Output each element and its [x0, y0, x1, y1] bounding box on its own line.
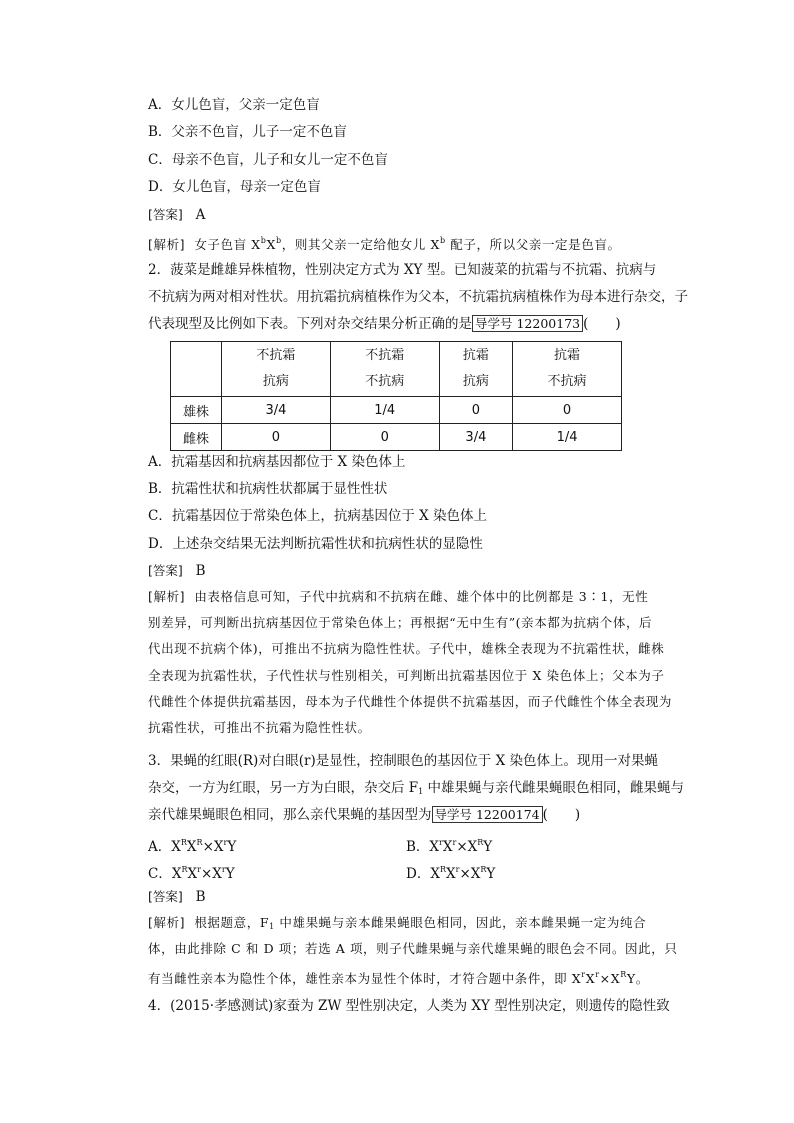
q2-explanation-line-2: 别差异，可判断出抗病基因位于常染色体上；再根据“无中生有”(亲本都为抗病个体，后 — [148, 615, 653, 630]
expl-sup: b — [439, 236, 446, 245]
table-header: 不抗霜 抗病 — [222, 342, 331, 397]
explanation-tag: [解析] — [148, 237, 186, 252]
expl-sup: b — [276, 236, 282, 245]
q3-option-d: D．$X^RX^r\times X^RY$ — [406, 865, 496, 882]
answer-tag: [答案] — [148, 889, 183, 904]
table-cell: 0 — [222, 424, 331, 451]
expl-sup: b — [260, 236, 267, 245]
answer-value: B — [195, 889, 206, 905]
explanation-tag: [解析] — [148, 915, 186, 930]
q2-explanation-line-6: 抗霜性状，可推出不抗霜为隐性性状。 — [148, 720, 371, 735]
q3-stem-line-1: 3．果蝇的红眼(R)对白眼(r)是显性，控制眼色的基因位于 X 染色体上。现用一对果蝇 — [148, 753, 658, 769]
q3-answer — [148, 888, 206, 906]
stem-text: 亲代雄果蝇眼色相同，那么亲代果蝇的基因型为 — [148, 807, 432, 823]
q2-option-d: D．上述杂交结果无法判断抗霜性状和抗病性状的显隐性 — [148, 536, 483, 552]
results-table — [170, 341, 622, 451]
q1-answer — [148, 206, 205, 224]
q2-stem-line-3 — [148, 315, 621, 333]
expl-text: 根据题意，F — [194, 915, 270, 930]
q2-explanation-line-3: 代出现不抗病个体)，可推出不抗病为隐性性状。子代中，雄株全表现为不抗霜性状，雌株 — [148, 641, 665, 656]
expl-text: 由表格信息可知，子代中抗病和不抗病在雌、雄个体中的比例都是 3∶1，无性 — [194, 589, 649, 604]
stem-text: 杂交，一方为红眼，另一方为白眼，杂交后 F — [148, 780, 419, 796]
q2-stem-line-2: 不抗病为两对相对性状。用抗霜抗病植株作为父本，不抗霜抗病植株作为母本进行杂交，子 — [148, 289, 688, 305]
table-cell: 0 — [513, 397, 622, 424]
ref-number: 导学号 12200173 — [472, 315, 583, 332]
table-cell: 0 — [439, 397, 512, 424]
table-header: 不抗霜 不抗病 — [330, 342, 439, 397]
answer-value: A — [195, 207, 206, 223]
q1-option-b: B．父亲不色盲，儿子一定不色盲 — [148, 124, 347, 140]
row-label: 雄株 — [171, 397, 222, 424]
expl-text: ，则其父亲一定给他女儿 X — [281, 237, 440, 252]
q2-explanation-line-5: 代雌性个体提供抗霜基因，母本为子代雌性个体提供不抗霜基因，而子代雌性个体全表现为 — [148, 694, 673, 709]
q1-option-a: A．女儿色盲，父亲一定色盲 — [148, 97, 320, 113]
q3-stem-line-3 — [148, 806, 580, 824]
explanation-tag: [解析] — [148, 589, 186, 604]
expl-text: 中雄果蝇与亲本雌果蝇眼色相同，因此，亲本雌果蝇一定为纯合 — [274, 915, 647, 930]
q2-explanation-line-4: 全表现为抗霜性状，子代性状与性别相关，可判断出抗霜基因位于 X 染色体上；父本为子 — [148, 668, 665, 683]
q2-option-a: A．抗霜基因和抗病基因都位于 X 染色体上 — [148, 454, 406, 470]
answer-value: B — [195, 563, 206, 579]
q3-explanation-line-3: 有当雌性亲本为隐性个体，雄性亲本为显性个体时，才符合题中条件，即 $X^rX^r\times X^RY$。 — [148, 970, 649, 986]
q3-option-c: C．$X^RX^r\times X^rY$ — [148, 865, 235, 882]
q2-option-c: C．抗霜基因位于常染色体上，抗病基因位于 X 染色体上 — [148, 508, 488, 524]
expl-text: X — [266, 237, 277, 252]
q1-option-d: D．女儿色盲，母亲一定色盲 — [148, 179, 321, 195]
q2-explanation-line-1 — [148, 588, 648, 606]
table-cell: 1/4 — [330, 397, 439, 424]
q2-option-b: B．抗霜性状和抗病性状都属于显性性状 — [148, 481, 388, 497]
q3-option-a: A．$X^RX^R\times X^rY$ — [148, 838, 237, 855]
table-corner — [171, 342, 222, 397]
q4-stem-line-1: 4．(2015·孝感测试)家蚕为 ZW 型性别决定，人类为 XY 型性别决定，则遗传的隐性致 — [148, 998, 670, 1014]
stem-sub: 1 — [418, 787, 424, 796]
q2-stem-line-1: 2．菠菜是雌雄异株植物，性别决定方式为 XY 型。已知菠菜的抗霜与不抗霜、抗病与 — [148, 262, 657, 278]
table-header-row — [171, 342, 622, 397]
q2-answer — [148, 562, 206, 580]
expl-sub: 1 — [269, 922, 275, 931]
stem-text: 代表现型及比例如下表。下列对杂交结果分析正确的是 — [148, 316, 472, 332]
q3-explanation-line-1 — [148, 914, 646, 936]
stem-text: 中雄果蝇与亲代雌果蝇眼色相同，雌果蝇与 — [423, 780, 685, 796]
table-cell: 3/4 — [439, 424, 512, 451]
answer-tag: [答案] — [148, 207, 183, 222]
answer-paren: ( ) — [583, 316, 621, 332]
q3-stem-line-2 — [148, 779, 684, 801]
table-cell: 3/4 — [222, 397, 331, 424]
expl-text: 女子色盲 X — [194, 237, 261, 252]
q3-option-b: B．$X^rX^r\times X^RY$ — [406, 838, 493, 855]
answer-tag: [答案] — [148, 563, 183, 578]
table-row — [171, 424, 622, 451]
q1-option-c: C．母亲不色盲，儿子和女儿一定不色盲 — [148, 152, 388, 168]
expl-text: 配子，所以父亲一定是色盲。 — [445, 237, 621, 252]
table-cell: 0 — [330, 424, 439, 451]
table-header: 抗霜 抗病 — [439, 342, 512, 397]
q1-explanation — [148, 232, 621, 254]
answer-paren: ( ) — [542, 807, 581, 823]
table-cell: 1/4 — [513, 424, 622, 451]
table-header: 抗霜 不抗病 — [513, 342, 622, 397]
ref-number: 导学号 12200174 — [432, 806, 543, 823]
q3-explanation-line-2: 体，由此排除 C 和 D 项；若选 A 项，则子代雌果蝇与亲代雄果蝇的眼色会不同。因此，只 — [148, 941, 678, 956]
table-row — [171, 397, 622, 424]
row-label: 雌株 — [171, 424, 222, 451]
